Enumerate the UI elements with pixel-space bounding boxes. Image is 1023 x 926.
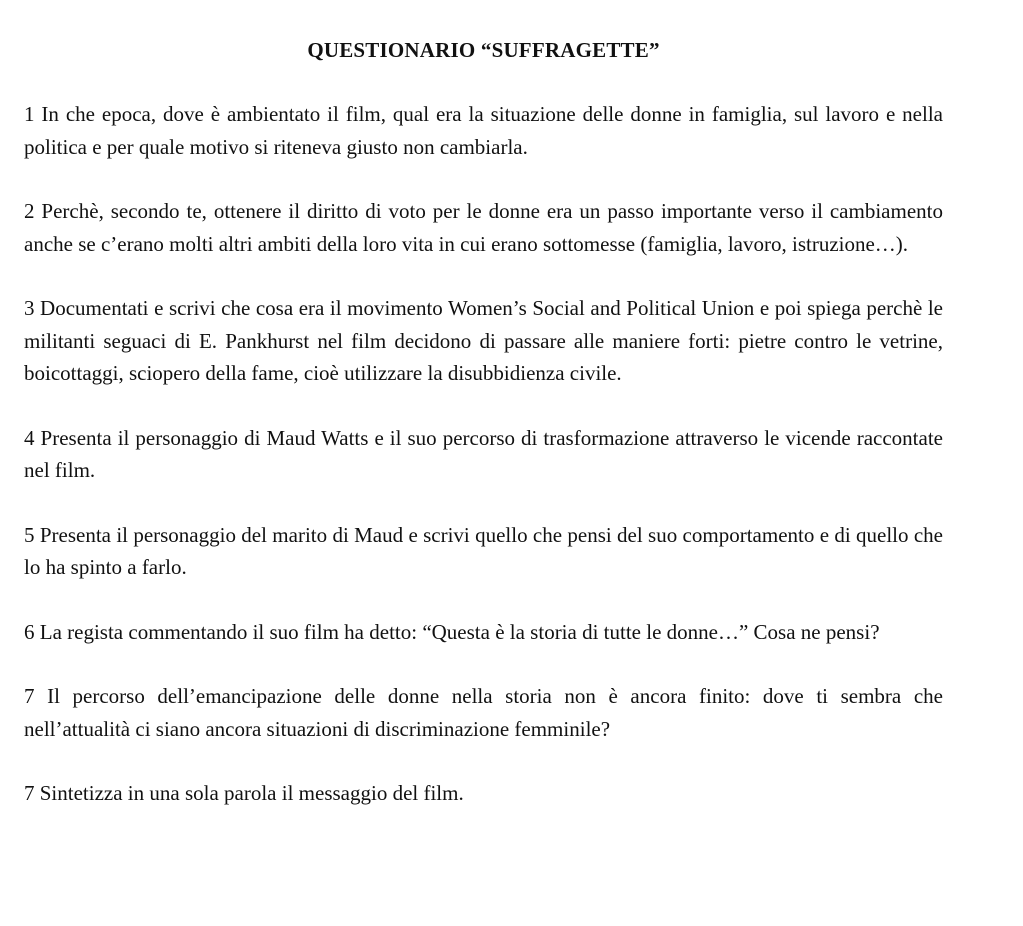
question-7	[24, 680, 943, 745]
question-8	[24, 777, 943, 810]
question-6	[24, 616, 943, 649]
question-text: 1 In che epoca, dove è ambientato il film, qual era la situazione delle donne in famiglia, sul lavoro e nella politica e per quale motivo si riteneva giusto non cambiarla.	[24, 102, 943, 159]
question-5	[24, 519, 943, 584]
question-list	[24, 98, 943, 842]
question-2	[24, 195, 943, 260]
question-text: 4 Presenta il personaggio di Maud Watts e il suo percorso di trasformazione attraverso le vicende raccontate nel film.	[24, 425, 943, 482]
question-1	[24, 98, 943, 163]
question-text: 5 Presenta il personaggio del marito di Maud e scrivi quello che pensi del suo comportamento e di quello che lo ha spinto a farlo.	[24, 522, 943, 579]
question-text: 6 La regista commentando il suo film ha detto: “Questa è la storia di tutte le donne…” Cosa ne pensi?	[24, 619, 880, 644]
question-text: 2 Perchè, secondo te, ottenere il diritto di voto per le donne era un passo importante verso il cambiamento anche se c’erano molti altri ambiti della loro vita in cui erano sottomesse (famiglia, lavoro, istruzione…).	[24, 199, 943, 256]
question-text: 7 Il percorso dell’emancipazione delle donne nella storia non è ancora finito: dove ti sembra che nell’attualità ci siano ancora situazioni di discriminazione femminile?	[24, 684, 943, 741]
question-3	[24, 292, 943, 390]
question-text: 7 Sintetizza in una sola parola il messaggio del film.	[24, 781, 464, 805]
question-text: 3 Documentati e scrivi che cosa era il movimento Women’s Social and Political Union e poi spiega perchè le militanti seguaci di E. Pankhurst nel film decidono di passare alle maniere forti: pietre contro le vetrine, boicottaggi, sciopero della fame, cioè utilizzare la disubbidienza civile.	[24, 296, 943, 385]
page-title: QUESTIONARIO “SUFFRAGETTE”	[307, 38, 660, 62]
question-4	[24, 422, 943, 487]
